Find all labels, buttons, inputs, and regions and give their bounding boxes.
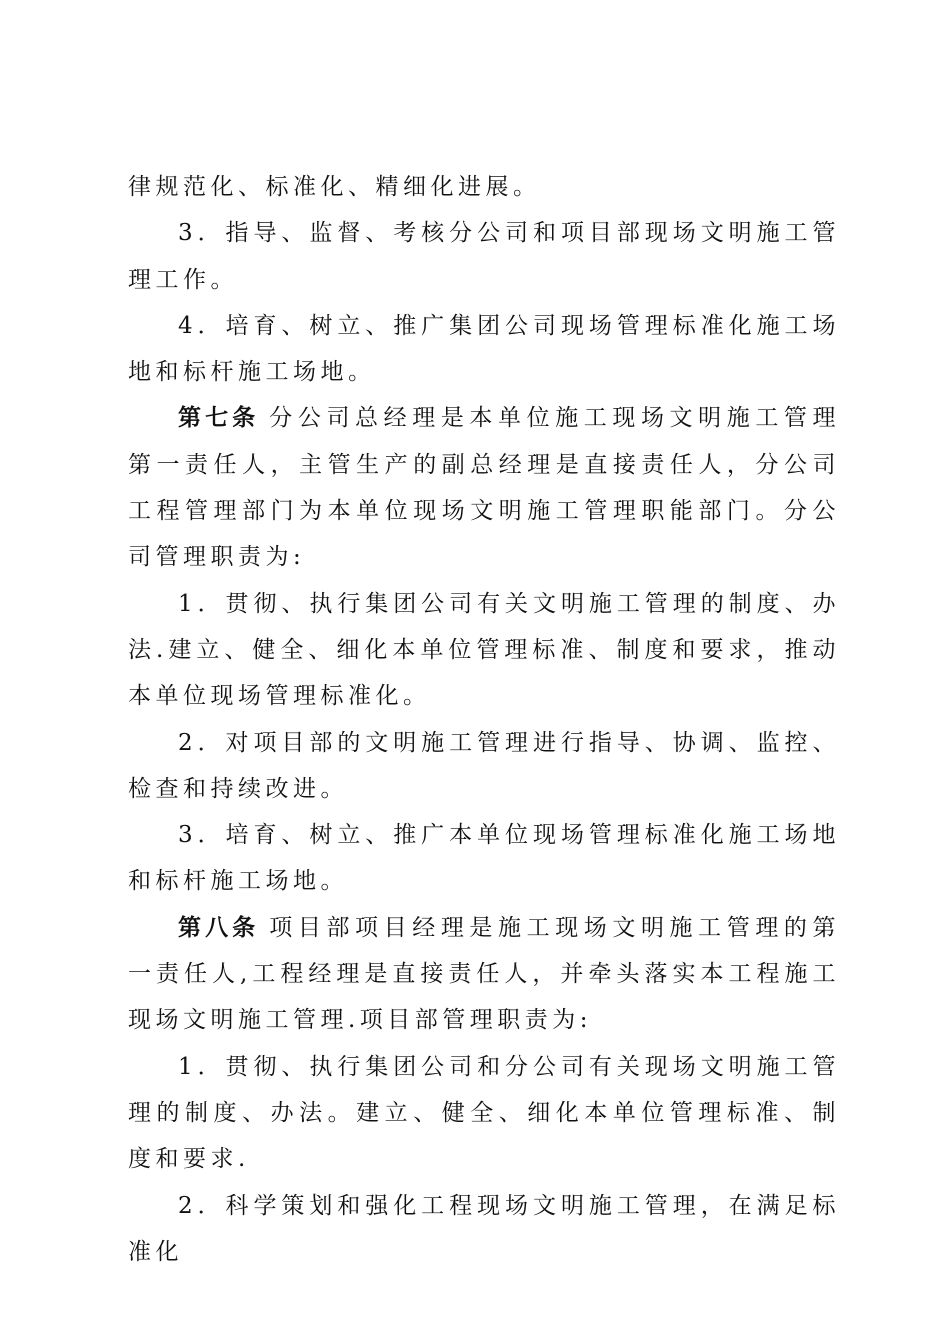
article-8: [128, 905, 840, 1044]
paragraph-text: 2．科学策划和强化工程现场文明施工管理，在满足标准化: [128, 1192, 840, 1265]
paragraph-9: [128, 1044, 840, 1183]
paragraph-5: [128, 581, 840, 720]
paragraph-10: [128, 1183, 840, 1276]
article-number: 第七条: [178, 404, 260, 432]
paragraph-text: 3．指导、监督、考核分公司和项目部现场文明施工管理工作。: [128, 220, 840, 293]
paragraph-text: 1．贯彻、执行集团公司和分公司有关现场文明施工管理的制度、办法。建立、健全、细化本单位管理标准、制度和要求.: [128, 1053, 840, 1173]
paragraph-text: 3．培育、树立、推广本单位现场管理标准化施工场地和标杆施工场地。: [128, 822, 840, 895]
paragraph-text: 律规范化、标准化、精细化进展。: [128, 174, 541, 200]
paragraph-text: 1．贯彻、执行集团公司有关文明施工管理的制度、办法.建立、健全、细化本单位管理标准、制度和要求，推动本单位现场管理标准化。: [128, 590, 840, 710]
article-7: [128, 395, 840, 580]
document-body: [128, 164, 840, 1275]
paragraph-3: [128, 303, 840, 396]
paragraph-text: 项目部项目经理是施工现场文明施工管理的第一责任人,工程经理是直接责任人，并牵头落实本工程施工现场文明施工管理.项目部管理职责为:: [128, 914, 841, 1034]
paragraph-text: 4．培育、树立、推广集团公司现场管理标准化施工场地和标杆施工场地。: [128, 312, 840, 386]
paragraph-7: [128, 812, 840, 905]
paragraph-text: 2．对项目部的文明施工管理进行指导、协调、监控、检查和持续改进。: [128, 729, 840, 802]
paragraph-6: [128, 720, 840, 813]
paragraph-1: [128, 164, 840, 210]
paragraph-2: [128, 210, 840, 303]
article-number: 第八条: [178, 913, 260, 941]
paragraph-text: 分公司总经理是本单位施工现场文明施工管理第一责任人，主管生产的副总经理是直接责任人，分公司工程管理部门为本单位现场文明施工管理职能部门。分公司管理职责为:: [128, 405, 841, 571]
